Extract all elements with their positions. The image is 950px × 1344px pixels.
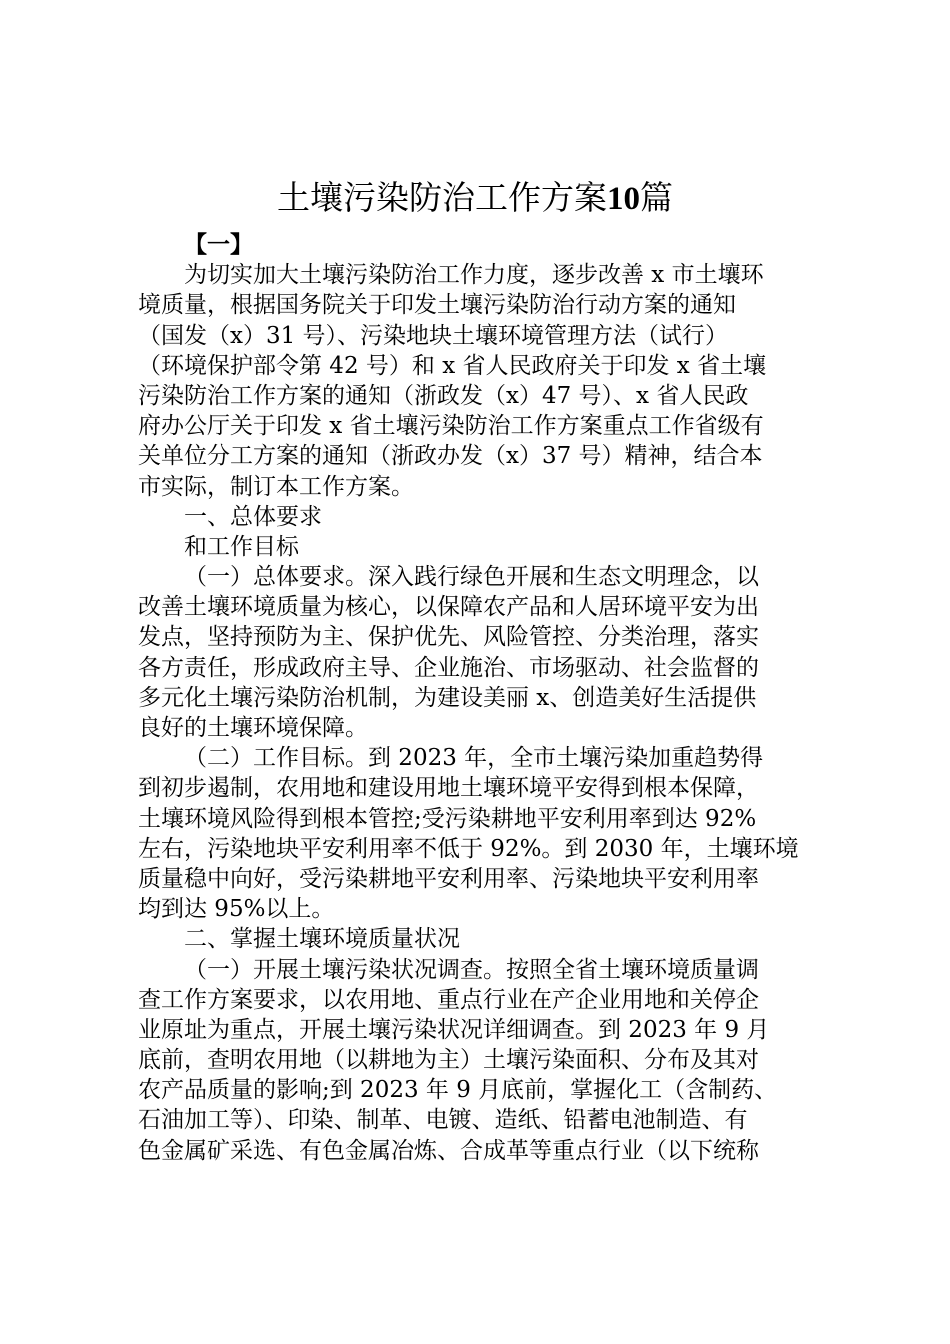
paragraph-line: 左右，污染地块平安利用率不低于 92%。到 2030 年，土壤环境 <box>138 835 799 862</box>
section-heading: 二、掌握土壤环境质量状况 <box>184 926 460 953</box>
paragraph-line: 石油加工等）、印染、制革、电镀、造纸、铅蓄电池制造、有 <box>138 1107 748 1134</box>
paragraph-line: 质量稳中向好，受污染耕地平安利用率、污染地块平安利用率 <box>138 865 759 892</box>
paragraph-line: 业原址为重点，开展土壤污染状况详细调查。到 2023 年 9 月 <box>138 1016 770 1043</box>
paragraph-line: 到初步遏制，农用地和建设用地土壤环境平安得到根本保障， <box>138 775 759 802</box>
document-title <box>0 178 950 219</box>
document-body <box>138 230 828 1166</box>
paragraph-line: 查工作方案要求，以农用地、重点行业在产企业用地和关停企 <box>138 986 759 1013</box>
paragraph-line: 府办公厅关于印发 x 省土壤污染防治工作方案重点工作省级有 <box>138 413 764 440</box>
title-suffix: 篇 <box>640 178 673 217</box>
paragraph-line: 多元化土壤污染防治机制，为建设美丽 x、创造美好生活提供 <box>138 684 757 711</box>
section-marker: 【一】 <box>184 231 253 258</box>
paragraph-line: 污染防治工作方案的通知（浙政发（x）47 号）、x 省人民政 <box>138 382 749 409</box>
paragraph-line: 境质量，根据国务院关于印发土壤污染防治行动方案的通知 <box>138 292 736 319</box>
paragraph-line: 农产品质量的影响;到 2023 年 9 月底前，掌握化工（含制药、 <box>138 1077 778 1104</box>
paragraph-line: 关单位分工方案的通知（浙政办发（x）37 号）精神，结合本 <box>138 443 763 470</box>
section-heading: 一、总体要求 <box>184 503 322 530</box>
title-main: 土壤污染防治工作方案 <box>277 178 607 217</box>
paragraph-line: 良好的土壤环境保障。 <box>138 715 368 741</box>
paragraph-line: 发点，坚持预防为主、保护优先、风险管控、分类治理，落实 <box>138 624 759 651</box>
paragraph-line: 均到达 95%以上。 <box>138 896 335 923</box>
title-number: 10 <box>607 181 640 217</box>
paragraph-line: 各方责任，形成政府主导、企业施治、市场驱动、社会监督的 <box>138 654 759 681</box>
paragraph-line: 市实际，制订本工作方案。 <box>138 473 414 500</box>
paragraph-line: （一）总体要求。深入践行绿色开展和生态文明理念，以 <box>184 564 759 591</box>
paragraph-line: （一）开展土壤污染状况调查。按照全省土壤环境质量调 <box>184 956 759 983</box>
paragraph-line: 为切实加大土壤污染防治工作力度，逐步改善 x 市土壤环 <box>184 262 764 289</box>
paragraph-line: （二）工作目标。到 2023 年，全市土壤污染加重趋势得 <box>184 745 764 772</box>
paragraph-line: 改善土壤环境质量为核心，以保障农产品和人居环境平安为出 <box>138 594 759 621</box>
section-heading-continued: 和工作目标 <box>184 533 299 560</box>
paragraph-line: （环境保护部令第 42 号）和 x 省人民政府关于印发 x 省土壤 <box>138 352 767 379</box>
paragraph-line: （国发（x）31 号）、污染地块土壤环境管理方法（试行） <box>138 322 729 349</box>
paragraph-line: 色金属矿采选、有色金属冶炼、合成革等重点行业（以下统称 <box>138 1137 759 1164</box>
paragraph-line: 底前，查明农用地（以耕地为主）土壤污染面积、分布及其对 <box>138 1047 759 1074</box>
paragraph-line: 土壤环境风险得到根本管控;受污染耕地平安利用率到达 92% <box>138 805 757 832</box>
